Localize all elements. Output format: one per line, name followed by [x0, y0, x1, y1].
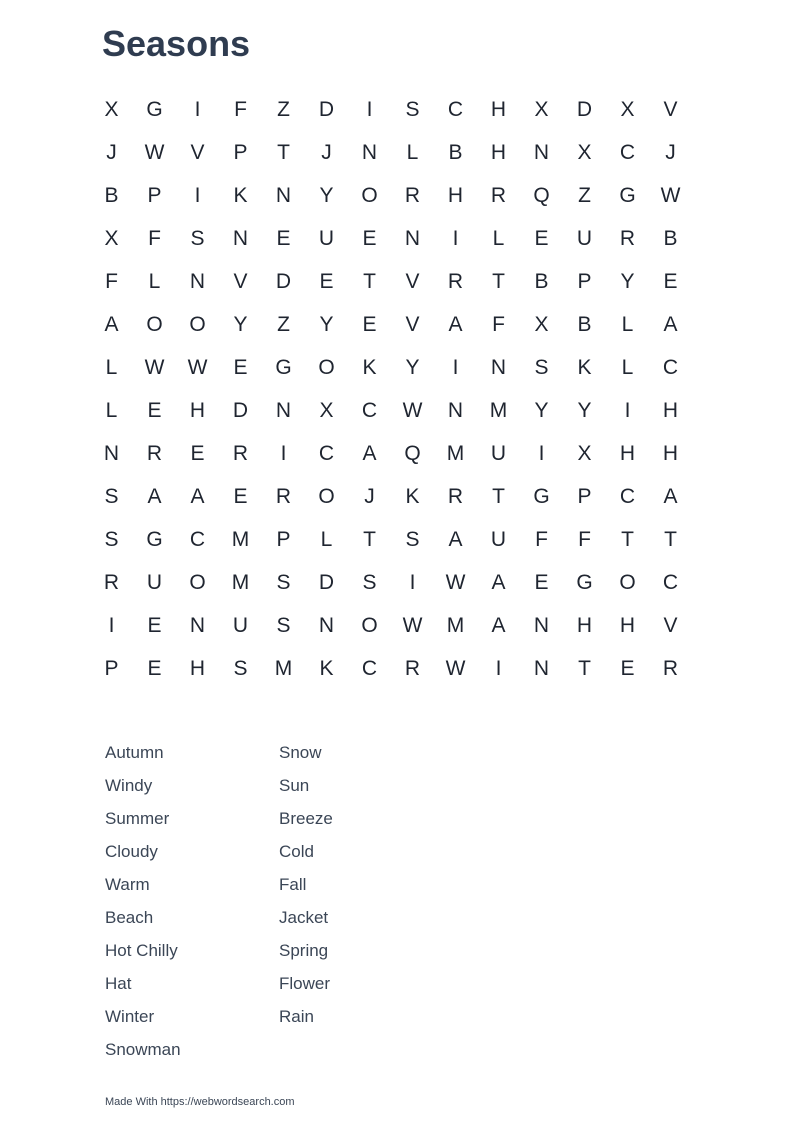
grid-cell: T — [578, 656, 591, 680]
word-column — [105, 736, 279, 1066]
grid-cell: N — [189, 613, 206, 637]
grid-cell: B — [577, 312, 592, 336]
grid-cell: O — [361, 613, 378, 637]
grid-cell: P — [104, 656, 119, 680]
grid-cell: N — [447, 398, 464, 422]
grid-cell: Y — [577, 398, 592, 422]
grid-cell: N — [275, 183, 292, 207]
grid-cell: P — [577, 269, 592, 293]
grid-cell: P — [147, 183, 162, 207]
grid-cell: A — [104, 312, 119, 336]
word-list-item: Spring — [279, 941, 329, 960]
grid-cell: L — [105, 355, 118, 379]
grid-cell: H — [189, 656, 206, 680]
grid-cell: V — [233, 269, 248, 293]
grid-cell: N — [533, 656, 550, 680]
grid-cell: M — [231, 527, 250, 551]
grid-cell: X — [577, 140, 592, 164]
grid-cell: Y — [405, 355, 420, 379]
grid-cell: P — [577, 484, 592, 508]
grid-cell: C — [361, 656, 378, 680]
grid-cell: U — [576, 226, 593, 250]
grid-cell: M — [489, 398, 508, 422]
grid-cell: I — [452, 355, 459, 379]
grid-cell: O — [619, 570, 636, 594]
grid-cell: M — [446, 613, 465, 637]
grid-cell: J — [665, 140, 676, 164]
grid-cell: I — [194, 97, 201, 121]
grid-cell: L — [621, 312, 634, 336]
grid-cell: I — [366, 97, 373, 121]
grid-cell: I — [280, 441, 287, 465]
grid-cell: T — [492, 484, 505, 508]
word-list-item: Summer — [105, 809, 170, 828]
grid-cell: U — [146, 570, 163, 594]
grid-cell: D — [232, 398, 249, 422]
grid-cell: T — [621, 527, 634, 551]
grid-cell: A — [362, 441, 377, 465]
grid-cell: F — [234, 97, 247, 121]
grid-cell: N — [490, 355, 507, 379]
grid-cell: X — [534, 97, 549, 121]
grid-cell: X — [104, 97, 119, 121]
grid-cell: R — [275, 484, 292, 508]
grid-cell: X — [104, 226, 119, 250]
grid-cell: D — [275, 269, 292, 293]
grid-cell: C — [447, 97, 464, 121]
grid-cell: T — [492, 269, 505, 293]
grid-cell: R — [404, 656, 421, 680]
word-list-item: Autumn — [105, 743, 164, 762]
grid-cell: C — [619, 484, 636, 508]
grid-cell: S — [104, 527, 119, 551]
word-list-item: Jacket — [279, 908, 329, 927]
grid-cell: H — [662, 398, 679, 422]
word-list-item: Hot Chilly — [105, 941, 178, 960]
grid-cell: V — [663, 613, 678, 637]
grid-cell: V — [405, 312, 420, 336]
word-list-item: Cloudy — [105, 842, 158, 861]
grid-cell: U — [318, 226, 335, 250]
grid-cell: L — [406, 140, 419, 164]
grid-cell: K — [362, 355, 377, 379]
grid-cell: R — [619, 226, 636, 250]
grid-cell: H — [490, 97, 507, 121]
grid-cell: R — [103, 570, 120, 594]
grid-cell: R — [662, 656, 679, 680]
grid-cell: L — [105, 398, 118, 422]
grid-cell: L — [492, 226, 505, 250]
grid-cell: R — [404, 183, 421, 207]
grid-cell: W — [144, 355, 165, 379]
grid-cell: V — [405, 269, 420, 293]
grid-cell: W — [445, 570, 466, 594]
grid-cell: N — [103, 441, 120, 465]
grid-cell: Y — [319, 183, 334, 207]
grid-cell: H — [576, 613, 593, 637]
grid-cell: N — [533, 140, 550, 164]
word-list-item: Snow — [279, 743, 322, 762]
grid-cell: H — [662, 441, 679, 465]
grid-cell: M — [274, 656, 293, 680]
grid-cell: J — [321, 140, 332, 164]
grid-cell: H — [447, 183, 464, 207]
grid-cell: L — [320, 527, 333, 551]
grid-cell: K — [233, 183, 248, 207]
word-list-item: Winter — [105, 1007, 155, 1026]
grid-cell: W — [445, 656, 466, 680]
grid-cell: G — [576, 570, 593, 594]
grid-cell: W — [402, 398, 423, 422]
grid-cell: I — [624, 398, 631, 422]
word-list — [105, 736, 453, 1066]
grid-cell: V — [190, 140, 205, 164]
grid-cell: N — [189, 269, 206, 293]
grid-cell: T — [363, 269, 376, 293]
grid-cell: F — [578, 527, 591, 551]
grid-cell: G — [146, 97, 163, 121]
grid-cell: E — [233, 355, 248, 379]
grid-cell: J — [364, 484, 375, 508]
grid-cell: S — [405, 527, 420, 551]
grid-cell: H — [619, 441, 636, 465]
grid-cell: E — [663, 269, 678, 293]
grid-cell: E — [147, 613, 162, 637]
grid-cell: Q — [533, 183, 550, 207]
word-column — [279, 736, 453, 1066]
grid-cell: C — [318, 441, 335, 465]
grid-cell: F — [105, 269, 118, 293]
grid-cell: P — [233, 140, 248, 164]
grid-cell: R — [146, 441, 163, 465]
grid-cell: F — [492, 312, 505, 336]
grid-cell: A — [448, 312, 463, 336]
word-list-item: Cold — [279, 842, 314, 861]
grid-cell: Y — [233, 312, 248, 336]
grid-cell: A — [491, 613, 506, 637]
grid-cell: D — [318, 97, 335, 121]
word-list-item: Rain — [279, 1007, 314, 1026]
grid-cell: W — [660, 183, 681, 207]
grid-cell: Y — [319, 312, 334, 336]
grid-cell: U — [232, 613, 249, 637]
grid-cell: W — [402, 613, 423, 637]
grid-cell: A — [663, 484, 678, 508]
grid-cell: M — [446, 441, 465, 465]
grid-cell: X — [620, 97, 635, 121]
word-list-item: Beach — [105, 908, 154, 927]
grid-cell: K — [319, 656, 334, 680]
grid-cell: F — [535, 527, 548, 551]
grid-cell: B — [448, 140, 463, 164]
grid-cell: G — [533, 484, 550, 508]
grid-cell: E — [534, 570, 549, 594]
grid-cell: E — [147, 398, 162, 422]
word-list-item: Fall — [279, 875, 307, 894]
word-list-item: Windy — [105, 776, 153, 795]
grid-cell: K — [577, 355, 592, 379]
grid-cell: I — [452, 226, 459, 250]
grid-cell: H — [619, 613, 636, 637]
grid-cell: N — [533, 613, 550, 637]
word-list-item: Breeze — [279, 809, 333, 828]
grid-cell: S — [362, 570, 377, 594]
grid-cell: A — [448, 527, 463, 551]
grid-cell: J — [106, 140, 117, 164]
grid-cell: G — [275, 355, 292, 379]
grid-cell: C — [662, 355, 679, 379]
grid-cell: S — [104, 484, 119, 508]
grid-cell: E — [362, 226, 377, 250]
grid-cell: S — [405, 97, 420, 121]
grid-cell: S — [276, 613, 291, 637]
grid-cell: E — [147, 656, 162, 680]
grid-cell: O — [318, 484, 335, 508]
grid-cell: S — [534, 355, 549, 379]
grid-cell: A — [663, 312, 678, 336]
grid-cell: S — [276, 570, 291, 594]
grid-cell: H — [189, 398, 206, 422]
grid-cell: X — [534, 312, 549, 336]
grid-cell: U — [490, 527, 507, 551]
page-title: Seasons — [102, 23, 251, 64]
grid-cell: T — [363, 527, 376, 551]
grid-cell: K — [405, 484, 420, 508]
grid-cell: R — [447, 484, 464, 508]
grid-cell: E — [362, 312, 377, 336]
grid-cell: I — [409, 570, 416, 594]
grid-cell: W — [144, 140, 165, 164]
grid-cell: N — [232, 226, 249, 250]
grid-cell: Y — [534, 398, 549, 422]
grid-cell: B — [534, 269, 549, 293]
grid-cell: T — [664, 527, 677, 551]
grid-cell: I — [108, 613, 115, 637]
grid-cell: A — [190, 484, 205, 508]
footer-credit: Made With https://webwordsearch.com — [105, 1096, 295, 1108]
grid-cell: Q — [404, 441, 421, 465]
grid-cell: N — [404, 226, 421, 250]
grid-cell: F — [148, 226, 161, 250]
grid-cell: E — [233, 484, 248, 508]
word-list-item: Warm — [105, 875, 150, 894]
grid-cell: Y — [620, 269, 635, 293]
word-list-item: Sun — [279, 776, 310, 795]
grid-cell: X — [319, 398, 334, 422]
grid-cell: R — [232, 441, 249, 465]
word-list-item: Hat — [105, 974, 132, 993]
grid-cell: S — [190, 226, 205, 250]
grid-cell: D — [576, 97, 593, 121]
grid-cell: E — [534, 226, 549, 250]
grid-cell: Z — [578, 183, 591, 207]
grid-cell: R — [490, 183, 507, 207]
grid-cell: U — [490, 441, 507, 465]
grid-cell: Z — [277, 97, 290, 121]
grid-cell: I — [194, 183, 201, 207]
grid-cell: L — [148, 269, 161, 293]
grid-cell: X — [577, 441, 592, 465]
grid-cell: C — [189, 527, 206, 551]
letter-grid — [90, 88, 692, 690]
grid-cell: H — [490, 140, 507, 164]
grid-cell: C — [662, 570, 679, 594]
grid-cell: L — [621, 355, 634, 379]
grid-cell: P — [276, 527, 291, 551]
grid-cell: A — [147, 484, 162, 508]
grid-cell: E — [319, 269, 334, 293]
grid-cell: T — [277, 140, 290, 164]
grid-cell: O — [189, 570, 206, 594]
word-list-item: Snowman — [105, 1040, 181, 1059]
grid-cell: E — [276, 226, 291, 250]
grid-cell: G — [146, 527, 163, 551]
grid-cell: I — [495, 656, 502, 680]
grid-cell: I — [538, 441, 545, 465]
grid-cell: M — [231, 570, 250, 594]
grid-cell: D — [318, 570, 335, 594]
grid-cell: N — [318, 613, 335, 637]
grid-cell: A — [491, 570, 506, 594]
grid-cell: C — [619, 140, 636, 164]
grid-cell: G — [619, 183, 636, 207]
grid-cell: R — [447, 269, 464, 293]
word-list-item: Flower — [279, 974, 331, 993]
grid-cell: O — [189, 312, 206, 336]
grid-cell: C — [361, 398, 378, 422]
grid-cell: B — [104, 183, 119, 207]
grid-cell: W — [187, 355, 208, 379]
grid-cell: Z — [277, 312, 290, 336]
grid-cell: O — [361, 183, 378, 207]
grid-cell: V — [663, 97, 678, 121]
grid-cell: E — [190, 441, 205, 465]
grid-cell: E — [620, 656, 635, 680]
grid-cell: S — [233, 656, 248, 680]
grid-cell: O — [318, 355, 335, 379]
grid-cell: B — [663, 226, 678, 250]
grid-cell: N — [361, 140, 378, 164]
grid-cell: O — [146, 312, 163, 336]
grid-cell: N — [275, 398, 292, 422]
